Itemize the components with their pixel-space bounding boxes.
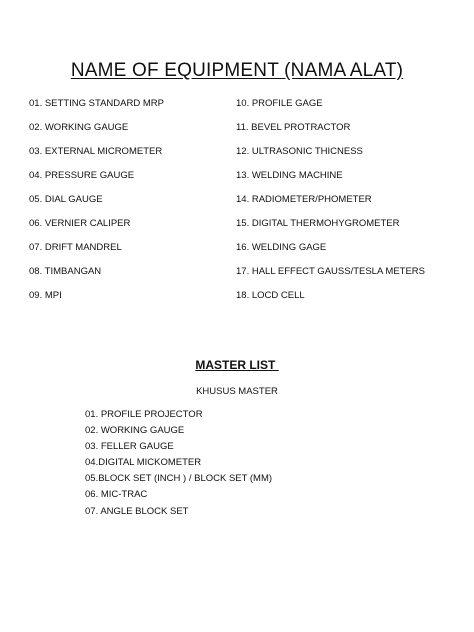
list-item: 14. RADIOMETER/PHOMETER — [236, 194, 372, 205]
master-list-title: MASTER LIST — [195, 358, 279, 372]
list-item: 07. ANGLE BLOCK SET — [85, 505, 189, 517]
list-item: 11. BEVEL PROTRACTOR — [236, 122, 351, 133]
list-item: 05. DIAL GAUGE — [29, 194, 103, 205]
list-item: 06. VERNIER CALIPER — [29, 218, 131, 229]
list-item: 12. ULTRASONIC THICNESS — [236, 146, 363, 157]
list-item: 02. WORKING GAUGE — [85, 425, 185, 437]
list-item: 10. PROFILE GAGE — [236, 98, 323, 109]
list-item: 09. MPI — [29, 290, 62, 301]
master-list-subtitle: KHUSUS MASTER — [196, 386, 278, 397]
list-item: 03. EXTERNAL MICROMETER — [29, 146, 163, 157]
list-item: 16. WELDING GAGE — [236, 242, 327, 253]
list-item: 06. MIC-TRAC — [85, 489, 148, 501]
list-item: 08. TIMBANGAN — [29, 266, 102, 277]
list-item: 17. HALL EFFECT GAUSS/TESLA METERS — [236, 266, 426, 277]
list-item: 15. DIGITAL THERMOHYGROMETER — [236, 218, 400, 229]
list-item: 05.BLOCK SET (INCH ) / BLOCK SET (MM) — [85, 473, 273, 485]
list-item: 01. SETTING STANDARD MRP — [29, 98, 164, 109]
equipment-list-left — [29, 97, 229, 313]
list-item: 04. PRESSURE GAUGE — [29, 170, 135, 181]
list-item: 07. DRIFT MANDREL — [29, 242, 122, 253]
list-item: 01. PROFILE PROJECTOR — [85, 409, 203, 420]
list-item: 04.DIGITAL MICKOMETER — [85, 457, 202, 469]
list-item: 13. WELDING MACHINE — [236, 170, 343, 181]
master-list — [85, 408, 272, 521]
list-item: 03. FELLER GAUGE — [85, 441, 174, 453]
list-item: 18. LOCD CELL — [236, 290, 305, 301]
equipment-list-right — [236, 97, 471, 313]
page-title: NAME OF EQUIPMENT (NAMA ALAT) — [70, 60, 404, 81]
list-item: 02. WORKING GAUGE — [29, 122, 129, 133]
